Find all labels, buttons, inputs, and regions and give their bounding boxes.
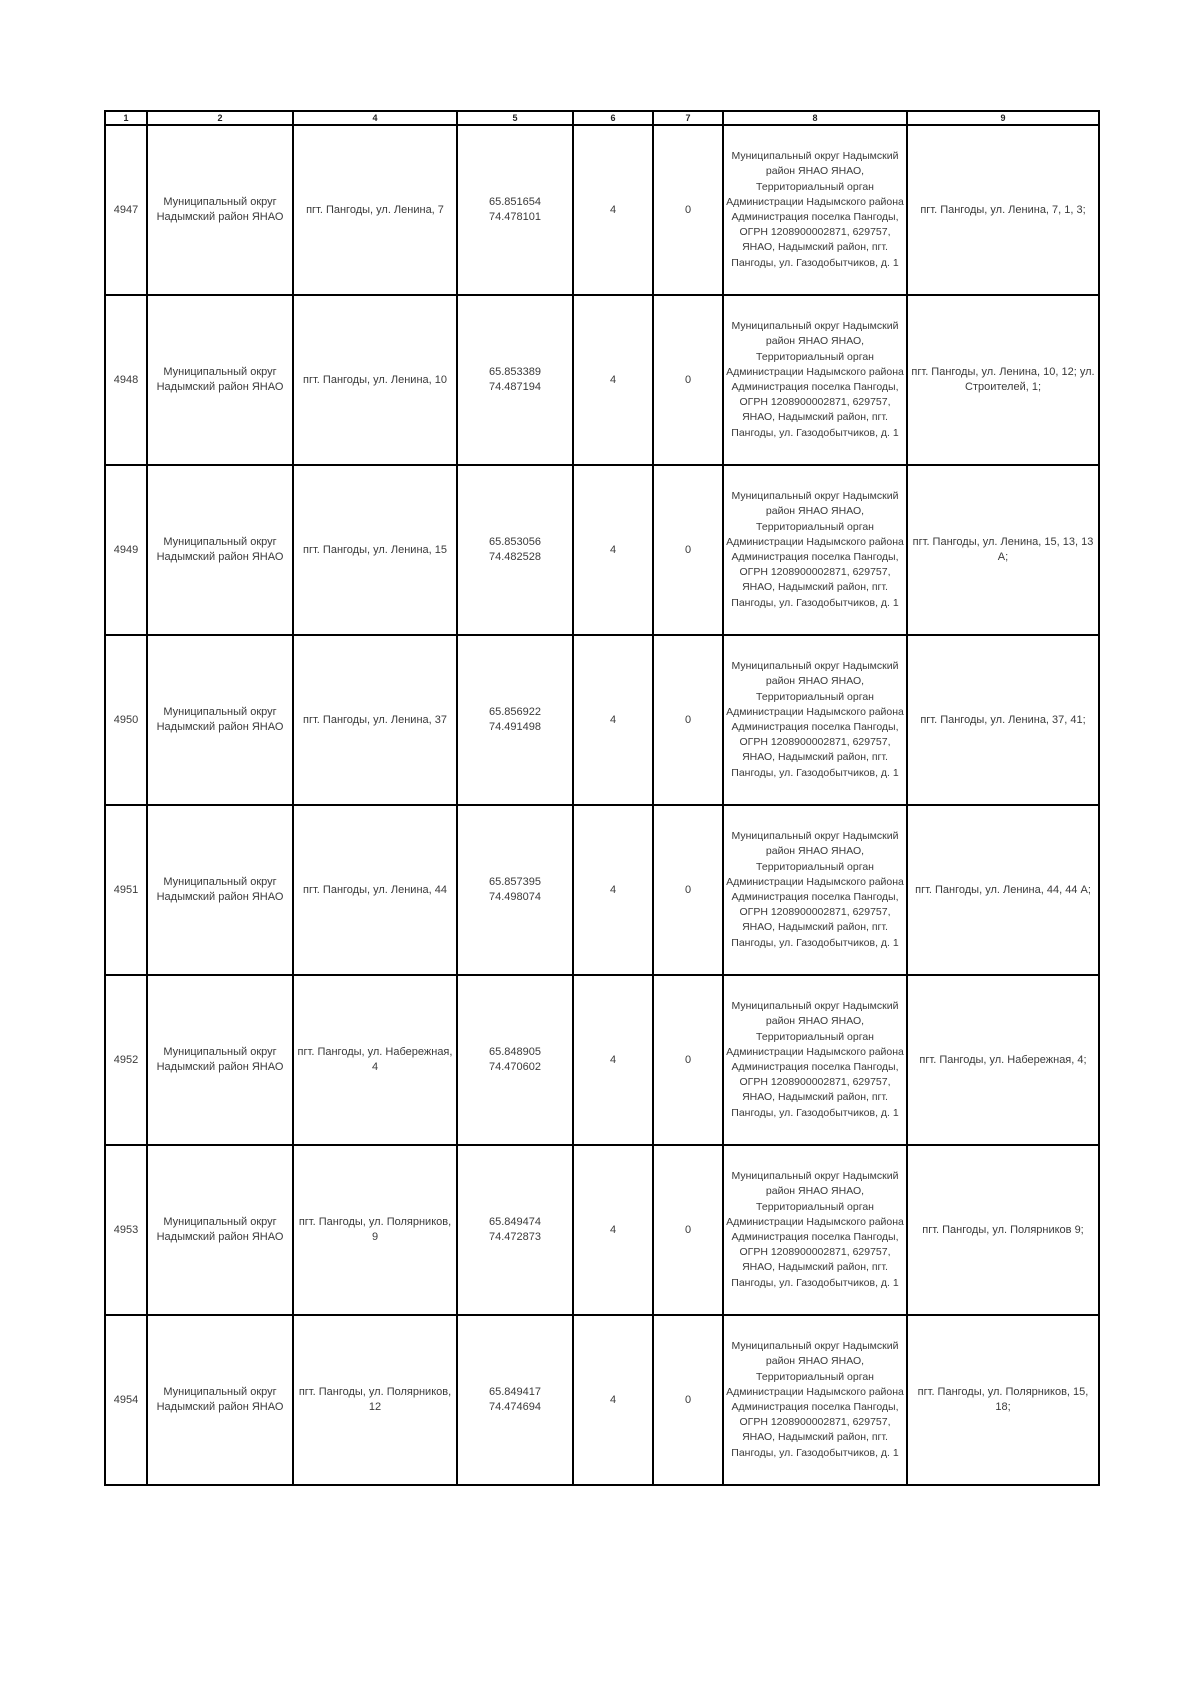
district-cell: Муниципальный округ Надымский район ЯНАО xyxy=(147,1315,293,1485)
owner-cell: Муниципальный округ Надымский район ЯНАО ЯНАО, Территориальный орган Администрации Надымского района Администрация поселка Пангоды, ОГРН 1208900002871, 629757, ЯНАО, Надымский район, пгт. Пангоды, ул. Газодобытчиков, д. 1 xyxy=(723,125,907,295)
served-addresses-cell: пгт. Пангоды, ул. Ленина, 37, 41; xyxy=(907,635,1099,805)
latitude: 65.853389 xyxy=(489,366,541,378)
longitude: 74.491498 xyxy=(489,721,541,733)
column-7-cell: 0 xyxy=(653,1315,723,1485)
registry-table xyxy=(104,110,1100,1486)
row-id: 4947 xyxy=(105,125,147,295)
latitude: 65.853056 xyxy=(489,536,541,548)
longitude: 74.482528 xyxy=(489,551,541,563)
latitude: 65.848905 xyxy=(489,1046,541,1058)
table-row xyxy=(105,465,1099,635)
coordinates-cell xyxy=(457,125,573,295)
column-6-cell: 4 xyxy=(573,975,653,1145)
district-cell: Муниципальный округ Надымский район ЯНАО xyxy=(147,295,293,465)
table-row xyxy=(105,295,1099,465)
district-cell: Муниципальный округ Надымский район ЯНАО xyxy=(147,805,293,975)
district-cell: Муниципальный округ Надымский район ЯНАО xyxy=(147,635,293,805)
coordinates-cell xyxy=(457,1315,573,1485)
longitude: 74.472873 xyxy=(489,1231,541,1243)
address-cell: пгт. Пангоды, ул. Ленина, 15 xyxy=(293,465,457,635)
district-cell: Муниципальный округ Надымский район ЯНАО xyxy=(147,1145,293,1315)
column-header: 1 xyxy=(105,111,147,125)
column-header: 4 xyxy=(293,111,457,125)
column-7-cell: 0 xyxy=(653,125,723,295)
latitude: 65.851654 xyxy=(489,196,541,208)
address-cell: пгт. Пангоды, ул. Полярников, 12 xyxy=(293,1315,457,1485)
served-addresses-cell: пгт. Пангоды, ул. Ленина, 10, 12; ул. Строителей, 1; xyxy=(907,295,1099,465)
column-header: 8 xyxy=(723,111,907,125)
column-6-cell: 4 xyxy=(573,1315,653,1485)
table-row xyxy=(105,975,1099,1145)
coordinates-cell xyxy=(457,975,573,1145)
owner-cell: Муниципальный округ Надымский район ЯНАО ЯНАО, Территориальный орган Администрации Надымского района Администрация поселка Пангоды, ОГРН 1208900002871, 629757, ЯНАО, Надымский район, пгт. Пангоды, ул. Газодобытчиков, д. 1 xyxy=(723,975,907,1145)
column-7-cell: 0 xyxy=(653,295,723,465)
column-header: 5 xyxy=(457,111,573,125)
longitude: 74.498074 xyxy=(489,891,541,903)
column-6-cell: 4 xyxy=(573,805,653,975)
served-addresses-cell: пгт. Пангоды, ул. Ленина, 7, 1, 3; xyxy=(907,125,1099,295)
address-cell: пгт. Пангоды, ул. Ленина, 7 xyxy=(293,125,457,295)
owner-cell: Муниципальный округ Надымский район ЯНАО ЯНАО, Территориальный орган Администрации Надымского района Администрация поселка Пангоды, ОГРН 1208900002871, 629757, ЯНАО, Надымский район, пгт. Пангоды, ул. Газодобытчиков, д. 1 xyxy=(723,295,907,465)
longitude: 74.470602 xyxy=(489,1061,541,1073)
coordinates-cell xyxy=(457,295,573,465)
table-row xyxy=(105,125,1099,295)
row-id: 4953 xyxy=(105,1145,147,1315)
column-6-cell: 4 xyxy=(573,125,653,295)
latitude: 65.849474 xyxy=(489,1216,541,1228)
owner-cell: Муниципальный округ Надымский район ЯНАО ЯНАО, Территориальный орган Администрации Надымского района Администрация поселка Пангоды, ОГРН 1208900002871, 629757, ЯНАО, Надымский район, пгт. Пангоды, ул. Газодобытчиков, д. 1 xyxy=(723,635,907,805)
row-id: 4948 xyxy=(105,295,147,465)
table-row xyxy=(105,1145,1099,1315)
column-header: 7 xyxy=(653,111,723,125)
address-cell: пгт. Пангоды, ул. Ленина, 37 xyxy=(293,635,457,805)
row-id: 4951 xyxy=(105,805,147,975)
table-row xyxy=(105,1315,1099,1485)
column-header: 6 xyxy=(573,111,653,125)
district-cell: Муниципальный округ Надымский район ЯНАО xyxy=(147,975,293,1145)
coordinates-cell xyxy=(457,1145,573,1315)
address-cell: пгт. Пангоды, ул. Ленина, 44 xyxy=(293,805,457,975)
column-7-cell: 0 xyxy=(653,805,723,975)
row-id: 4949 xyxy=(105,465,147,635)
owner-cell: Муниципальный округ Надымский район ЯНАО ЯНАО, Территориальный орган Администрации Надымского района Администрация поселка Пангоды, ОГРН 1208900002871, 629757, ЯНАО, Надымский район, пгт. Пангоды, ул. Газодобытчиков, д. 1 xyxy=(723,805,907,975)
table-row xyxy=(105,635,1099,805)
served-addresses-cell: пгт. Пангоды, ул. Набережная, 4; xyxy=(907,975,1099,1145)
coordinates-cell xyxy=(457,635,573,805)
address-cell: пгт. Пангоды, ул. Полярников, 9 xyxy=(293,1145,457,1315)
row-id: 4952 xyxy=(105,975,147,1145)
longitude: 74.478101 xyxy=(489,211,541,223)
served-addresses-cell: пгт. Пангоды, ул. Полярников 9; xyxy=(907,1145,1099,1315)
district-cell: Муниципальный округ Надымский район ЯНАО xyxy=(147,125,293,295)
column-6-cell: 4 xyxy=(573,635,653,805)
owner-cell: Муниципальный округ Надымский район ЯНАО ЯНАО, Территориальный орган Администрации Надымского района Администрация поселка Пангоды, ОГРН 1208900002871, 629757, ЯНАО, Надымский район, пгт. Пангоды, ул. Газодобытчиков, д. 1 xyxy=(723,1315,907,1485)
column-header: 2 xyxy=(147,111,293,125)
coordinates-cell xyxy=(457,805,573,975)
address-cell: пгт. Пангоды, ул. Набережная, 4 xyxy=(293,975,457,1145)
district-cell: Муниципальный округ Надымский район ЯНАО xyxy=(147,465,293,635)
latitude: 65.857395 xyxy=(489,876,541,888)
column-6-cell: 4 xyxy=(573,1145,653,1315)
address-cell: пгт. Пангоды, ул. Ленина, 10 xyxy=(293,295,457,465)
column-6-cell: 4 xyxy=(573,465,653,635)
row-id: 4954 xyxy=(105,1315,147,1485)
longitude: 74.487194 xyxy=(489,381,541,393)
row-id: 4950 xyxy=(105,635,147,805)
served-addresses-cell: пгт. Пангоды, ул. Ленина, 44, 44 А; xyxy=(907,805,1099,975)
column-7-cell: 0 xyxy=(653,465,723,635)
latitude: 65.856922 xyxy=(489,706,541,718)
table-row xyxy=(105,805,1099,975)
latitude: 65.849417 xyxy=(489,1386,541,1398)
column-7-cell: 0 xyxy=(653,635,723,805)
owner-cell: Муниципальный округ Надымский район ЯНАО ЯНАО, Территориальный орган Администрации Надымского района Администрация поселка Пангоды, ОГРН 1208900002871, 629757, ЯНАО, Надымский район, пгт. Пангоды, ул. Газодобытчиков, д. 1 xyxy=(723,465,907,635)
column-6-cell: 4 xyxy=(573,295,653,465)
document-page xyxy=(104,110,1098,1486)
served-addresses-cell: пгт. Пангоды, ул. Ленина, 15, 13, 13 А; xyxy=(907,465,1099,635)
column-7-cell: 0 xyxy=(653,975,723,1145)
longitude: 74.474694 xyxy=(489,1401,541,1413)
served-addresses-cell: пгт. Пангоды, ул. Полярников, 15, 18; xyxy=(907,1315,1099,1485)
column-7-cell: 0 xyxy=(653,1145,723,1315)
owner-cell: Муниципальный округ Надымский район ЯНАО ЯНАО, Территориальный орган Администрации Надымского района Администрация поселка Пангоды, ОГРН 1208900002871, 629757, ЯНАО, Надымский район, пгт. Пангоды, ул. Газодобытчиков, д. 1 xyxy=(723,1145,907,1315)
column-header: 9 xyxy=(907,111,1099,125)
coordinates-cell xyxy=(457,465,573,635)
header-row xyxy=(105,111,1099,125)
